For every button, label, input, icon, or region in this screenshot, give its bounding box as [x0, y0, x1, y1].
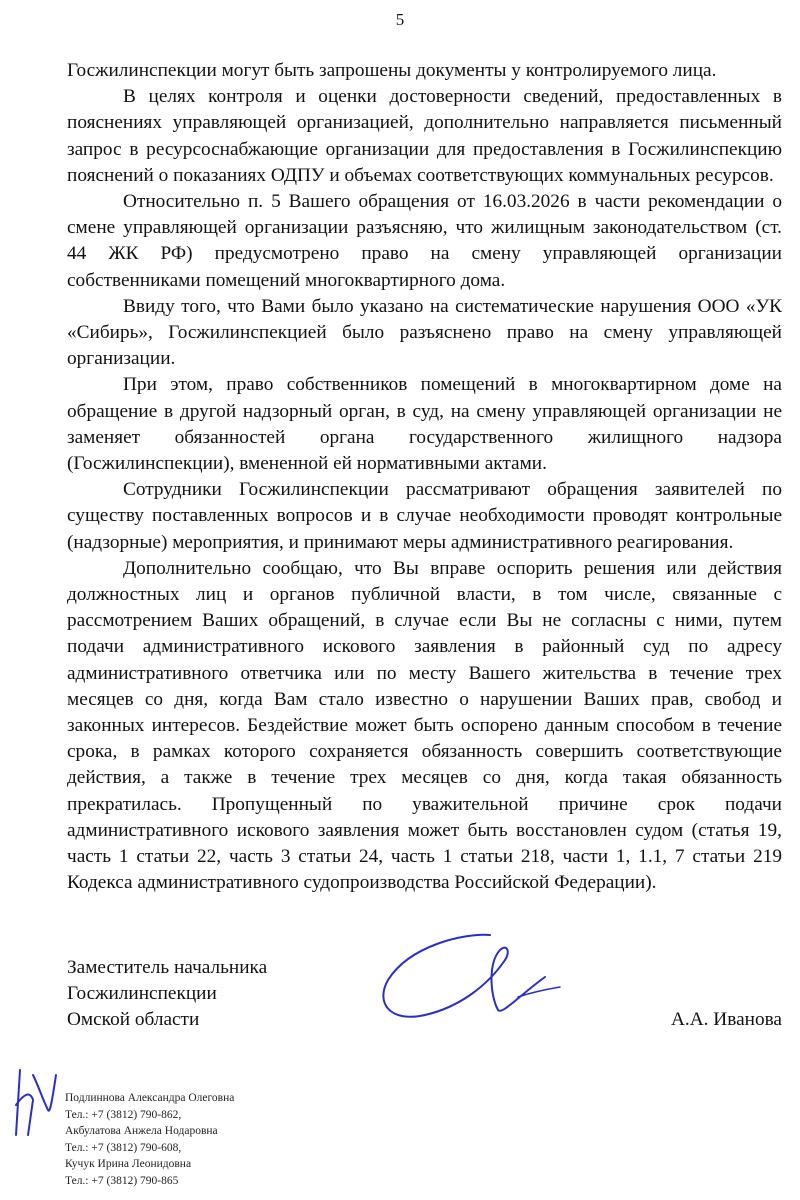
page-number: 5: [395, 10, 405, 29]
paragraph-staff-actions: Сотрудники Госжилинспекции рассматривают обращения заявителей по существу поставленных вопросов и в случае необходимости проводят контрольные (надзорные) мероприятия, и принимают меры административного реагирования.: [67, 479, 782, 553]
paragraph-appeal-rights: Дополнительно сообщаю, что Вы вправе оспорить решения или действия должностных лиц и органов публичной власти, в том числе, связанные с рассмотрением Ваших обращений, в случае если Вы не согласны с ними, путем подачи административного искового заявления в районный суд по адресу административного ответчика или по месту Вашего жительства в течение трех месяцев со дня, когда Вам стало известно о нарушении Ваших прав, свобод и законных интересов. Бездействие может быть оспорено данным способом в течение срока, в рамках которого сохраняется обязанность совершить соответствующие действия, а также в течение трех месяцев со дня, когда такая обязанность прекратилась. Пропущенный по уважительной причине срок подачи административного искового заявления может быть восстановлен судом (статья 19, часть 1 статьи 22, часть 3 статьи 24, часть 1 статьи 218, части 1, 1.1, 7 статьи 219 Кодекса административного судопроизводства Российской Федерации).: [67, 557, 782, 894]
signer-position-line-1: Заместитель начальника: [67, 957, 268, 978]
paragraph-owners-rights: При этом, право собственников помещений в многоквартирном доме на обращение в другой надзорный орган, в суд, на смену управляющей организации не заменяет обязанностей органа государственного жилищного надзора (Госжилинспекции), вмененной ей нормативными актами.: [67, 374, 782, 475]
signer-position-line-2: Госжилинспекции: [67, 983, 217, 1005]
paragraph-management-change: Относительно п. 5 Вашего обращения от 16.03.2026 в части рекомендации о смене управляющей организации разъясняю, что жилищным законодательством (ст. 44 ЖК РФ) предусмотрено право на смену управляющей организации собственниками помещений многоквартирного дома.: [67, 191, 782, 291]
handwritten-signature: [370, 915, 570, 1030]
contact-phone: Тел.: +7 (3812) 790-608,: [65, 1141, 182, 1154]
initials-mark: [8, 1065, 58, 1145]
paragraph-violations: Ввиду того, что Вами было указано на систематические нарушения ООО «УК «Сибирь», Госжилинспекцией было разъяснено право на смену управляющей организации.: [67, 295, 782, 370]
paragraph-resource-request: В целях контроля и оценки достоверности сведений, предоставленных в пояснениях управляющей организацией, дополнительно направляется письменный запрос в ресурсоснабжающие организации для предоставления в Госжилинспекцию пояснений о показаниях ОДПУ и объемах соответствующих коммунальных ресурсов.: [67, 86, 782, 186]
signer-position-line-3: Омской области: [67, 1009, 200, 1031]
contact-phone: Тел.: +7 (3812) 790-862,: [65, 1108, 182, 1121]
contact-name: Кучук Ирина Леонидовна: [65, 1158, 192, 1171]
contacts-block: [65, 1090, 365, 1190]
signer-name: А.А. Иванова: [670, 1009, 782, 1030]
contact-name: Акбулатова Анжела Нодаровна: [65, 1125, 218, 1138]
paragraph-continuation: Госжилинспекции могут быть запрошены документы у контролируемого лица.: [67, 60, 717, 81]
contact-phone: Тел.: +7 (3812) 790-865: [65, 1174, 179, 1187]
letter-body: [67, 58, 782, 897]
contact-name: Подлиннова Александра Олеговна: [65, 1092, 235, 1104]
